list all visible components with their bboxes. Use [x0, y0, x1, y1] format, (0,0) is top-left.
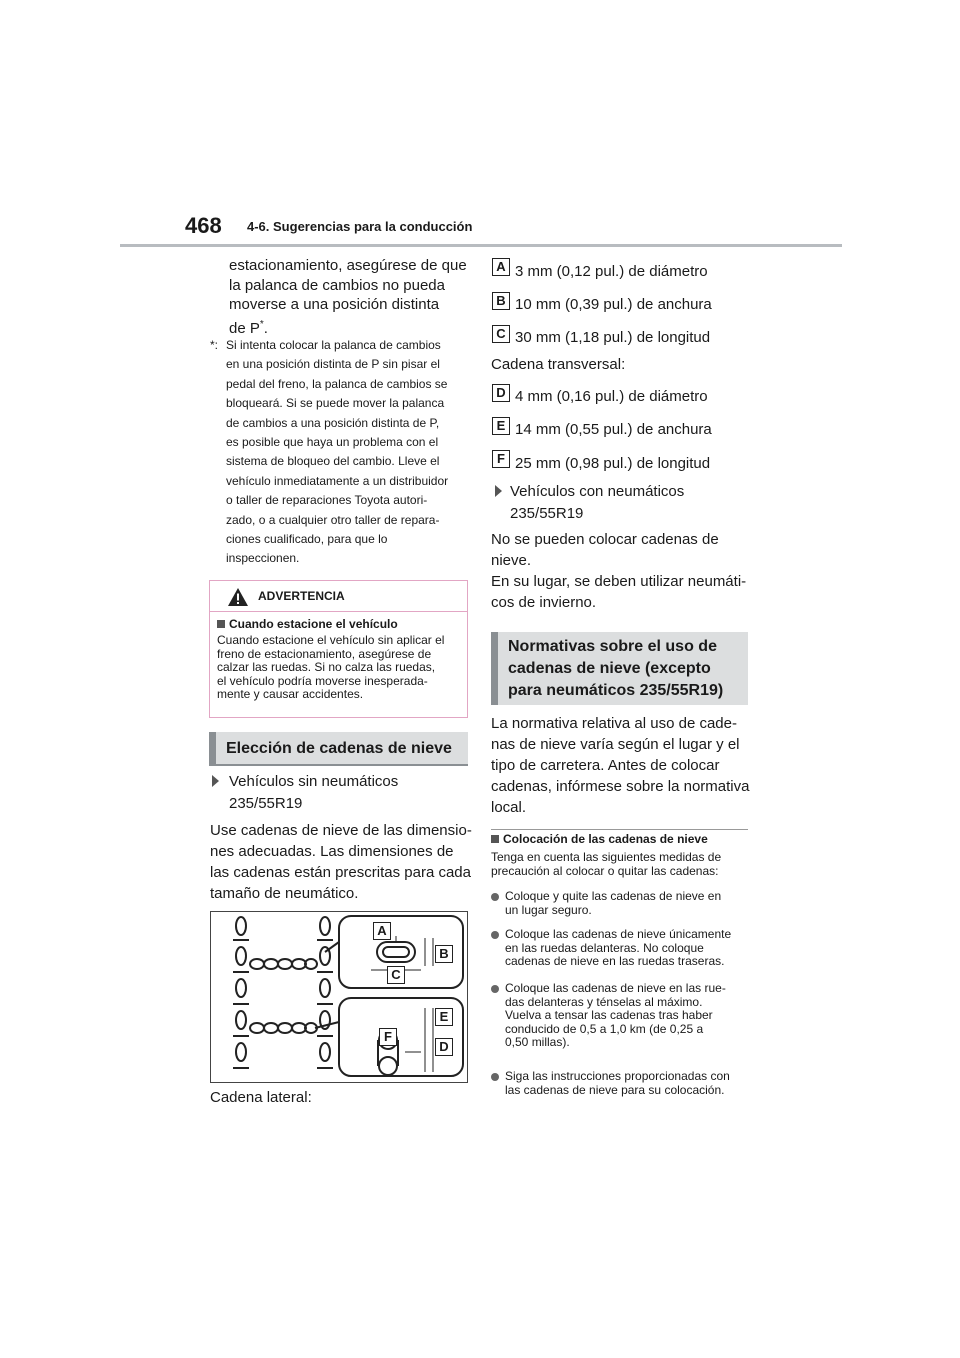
footnote-line: sistema de bloqueo del cambio. Lleve el: [226, 454, 440, 469]
diagram-label-b: B: [435, 945, 453, 963]
precaution-line: precaución al colocar o quitar las cadenas:: [491, 863, 719, 878]
bullet-line: 235/55R19: [229, 795, 303, 812]
diagram-label-f: F: [379, 1028, 397, 1046]
footnote-star: *: [259, 318, 264, 330]
dot-line: en las ruedas delanteras. No coloque: [505, 940, 704, 955]
intro-paragraph: [229, 256, 469, 338]
bullet-line: Vehículos sin neumáticos: [229, 773, 399, 790]
warning-triangle-icon: [227, 587, 249, 607]
footnote-line: de cambios a una posición distinta de P,: [226, 415, 440, 430]
spec-text-e: 14 mm (0,55 pul.) de anchura: [515, 421, 712, 438]
diagram-label-e: E: [435, 1008, 453, 1026]
dot-line: Siga las instrucciones proporcionadas con: [505, 1069, 730, 1083]
spec-letter-f: F: [492, 450, 510, 468]
normativa-line: tipo de carretera. Antes de colocar: [491, 757, 720, 774]
diagram-caption: Cadena lateral:: [210, 1089, 312, 1106]
footnote-line: es posible que haya un problema con el: [226, 435, 439, 450]
dot-line: Vuelva a tensar las cadenas tras haber: [505, 1008, 713, 1022]
normativa-paragraph: [491, 713, 753, 818]
warning-line: freno de estacionamiento, asegúrese de: [217, 646, 432, 661]
winter-line: En su lugar, se deben utilizar neumáti-: [491, 573, 747, 590]
dot-item: [491, 1070, 753, 1097]
footnote-line: pedal del freno, la palanca de cambios se: [226, 376, 448, 391]
footnote: [210, 336, 470, 569]
transversal-label: Cadena transversal:: [491, 356, 626, 373]
heading-line: cadenas de nieve (excepto: [508, 660, 711, 677]
spec-text-d: 4 mm (0,16 pul.) de diámetro: [515, 388, 708, 405]
normativa-line: local.: [491, 799, 527, 816]
spec-text-a: 3 mm (0,12 pul.) de diámetro: [515, 263, 708, 280]
bullet-sin-neumaticos: [212, 771, 470, 815]
diagram-label-c: C: [387, 966, 405, 984]
winter-line: cos de invierno.: [491, 594, 597, 611]
heading-eleccion: Elección de cadenas de nieve: [209, 732, 468, 766]
dot-bullet-icon: [491, 893, 499, 901]
body-line: nes adecuadas. Las dimensiones de: [210, 843, 454, 860]
triangle-bullet-icon: [495, 485, 502, 497]
dot-bullet-icon: [491, 1073, 499, 1081]
heading-line: Normativas sobre el uso de: [508, 638, 717, 655]
footnote-line: en una posición distinta de P sin pisar el: [226, 357, 440, 372]
dot-line: las cadenas de nieve para su colocación.: [505, 1082, 725, 1097]
dot-line: un lugar seguro.: [505, 902, 592, 917]
dot-item: [491, 890, 753, 917]
warning-text: [217, 634, 465, 702]
warning-line: mente y causar accidentes.: [217, 687, 364, 702]
dot-line: conducido de 0,5 a 1,0 km (de 0,25 a: [505, 1021, 704, 1036]
spec-letter-e: E: [492, 417, 510, 435]
heading-normativas: [491, 632, 748, 705]
header-rule: [120, 244, 842, 247]
winter-paragraph: [491, 571, 753, 613]
footnote-mark: *:: [210, 338, 219, 352]
spec-text-f: 25 mm (0,98 pul.) de longitud: [515, 455, 711, 472]
subsection-rule: [491, 829, 748, 830]
no-chains-line: nieve.: [491, 552, 532, 569]
spec-letter-a: A: [492, 258, 510, 276]
warning-line: el vehículo podría moverse inesperada-: [217, 673, 428, 688]
footnote-line: Si intenta colocar la palanca de cambios: [226, 338, 441, 352]
dot-line: Coloque las cadenas de nieve en las rue-: [505, 981, 726, 995]
no-chains-line: No se pueden colocar cadenas de: [491, 531, 719, 548]
bullet-line: Vehículos con neumáticos: [510, 483, 685, 500]
precaution-line: Tenga en cuenta las siguientes medidas de: [491, 850, 722, 864]
precaution-paragraph: [491, 851, 753, 878]
warning-subtitle: Cuando estacione el vehículo: [229, 617, 398, 631]
warning-title: ADVERTENCIA: [258, 589, 345, 603]
square-bullet-icon: [491, 835, 499, 843]
dot-item: [491, 928, 753, 969]
body-paragraph: [210, 820, 472, 904]
dot-bullet-icon: [491, 985, 499, 993]
subsection-heading: Colocación de las cadenas de nieve: [503, 832, 708, 846]
body-line: Use cadenas de nieve de las dimensio-: [210, 822, 472, 839]
dot-line: das delanteras y ténselas al máximo.: [505, 994, 703, 1009]
normativa-line: La normativa relativa al uso de cade-: [491, 715, 737, 732]
intro-last-text: de P: [229, 319, 260, 337]
intro-line: la palanca de cambios no pueda: [229, 276, 445, 294]
dot-line: Coloque y quite las cadenas de nieve en: [505, 889, 722, 903]
bullet-line: 235/55R19: [510, 505, 584, 522]
heading-line: para neumáticos 235/55R19): [508, 682, 724, 699]
body-line: las cadenas están prescritas para cada: [210, 864, 471, 881]
bullet-con-neumaticos: [495, 481, 751, 525]
footnote-line: zado, o a cualquier otro taller de repara-: [226, 512, 440, 527]
triangle-bullet-icon: [212, 775, 219, 787]
warning-box: [209, 580, 468, 718]
intro-line: estacionamiento, asegúrese de que: [229, 257, 467, 274]
warning-line: Cuando estacione el vehículo sin aplicar el: [217, 633, 445, 647]
diagram-label-d: D: [435, 1038, 453, 1056]
footnote-line: vehículo inmediatamente a un distribuidor: [226, 473, 449, 488]
footnote-line: ciones cualificado, para que lo: [226, 532, 388, 547]
spec-letter-b: B: [492, 292, 510, 310]
chain-diagram: [210, 911, 468, 1083]
dot-bullet-icon: [491, 931, 499, 939]
warning-line: calzar las ruedas. Si no calza las ruedas,: [217, 660, 436, 675]
square-bullet-icon: [217, 620, 225, 628]
spec-letter-c: C: [492, 325, 510, 343]
spec-text-c: 30 mm (1,18 pul.) de longitud: [515, 329, 711, 346]
subsection-heading-row: [491, 832, 708, 846]
diagram-label-a: A: [373, 922, 391, 940]
warning-header: [210, 581, 467, 612]
spec-text-b: 10 mm (0,39 pul.) de anchura: [515, 296, 712, 313]
warning-subtitle-row: [217, 617, 398, 631]
intro-end: .: [263, 319, 268, 337]
intro-line-last: [229, 315, 469, 339]
dot-line: Coloque las cadenas de nieve únicamente: [505, 927, 732, 941]
dot-line: cadenas de nieve en las ruedas traseras.: [505, 954, 725, 968]
normativa-line: nas de nieve varía según el lugar y el: [491, 736, 740, 753]
dot-line: 0,50 millas).: [505, 1035, 570, 1049]
dot-item: [491, 982, 753, 1050]
page-number: 468: [185, 213, 222, 238]
intro-line: moverse a una posición distinta: [229, 296, 440, 313]
section-title: 4-6. Sugerencias para la conducción: [247, 219, 473, 234]
footnote-line: o taller de reparaciones Toyota autori-: [226, 493, 428, 508]
spec-letter-d: D: [492, 384, 510, 402]
normativa-line: cadenas, infórmese sobre la normativa: [491, 778, 750, 795]
footnote-line: bloqueará. Si se puede mover la palanca: [226, 396, 445, 411]
footnote-line: inspeccionen.: [226, 551, 300, 566]
body-line: tamaño de neumático.: [210, 885, 359, 902]
chain-illustration: [211, 912, 467, 1082]
no-chains-paragraph: [491, 529, 753, 571]
